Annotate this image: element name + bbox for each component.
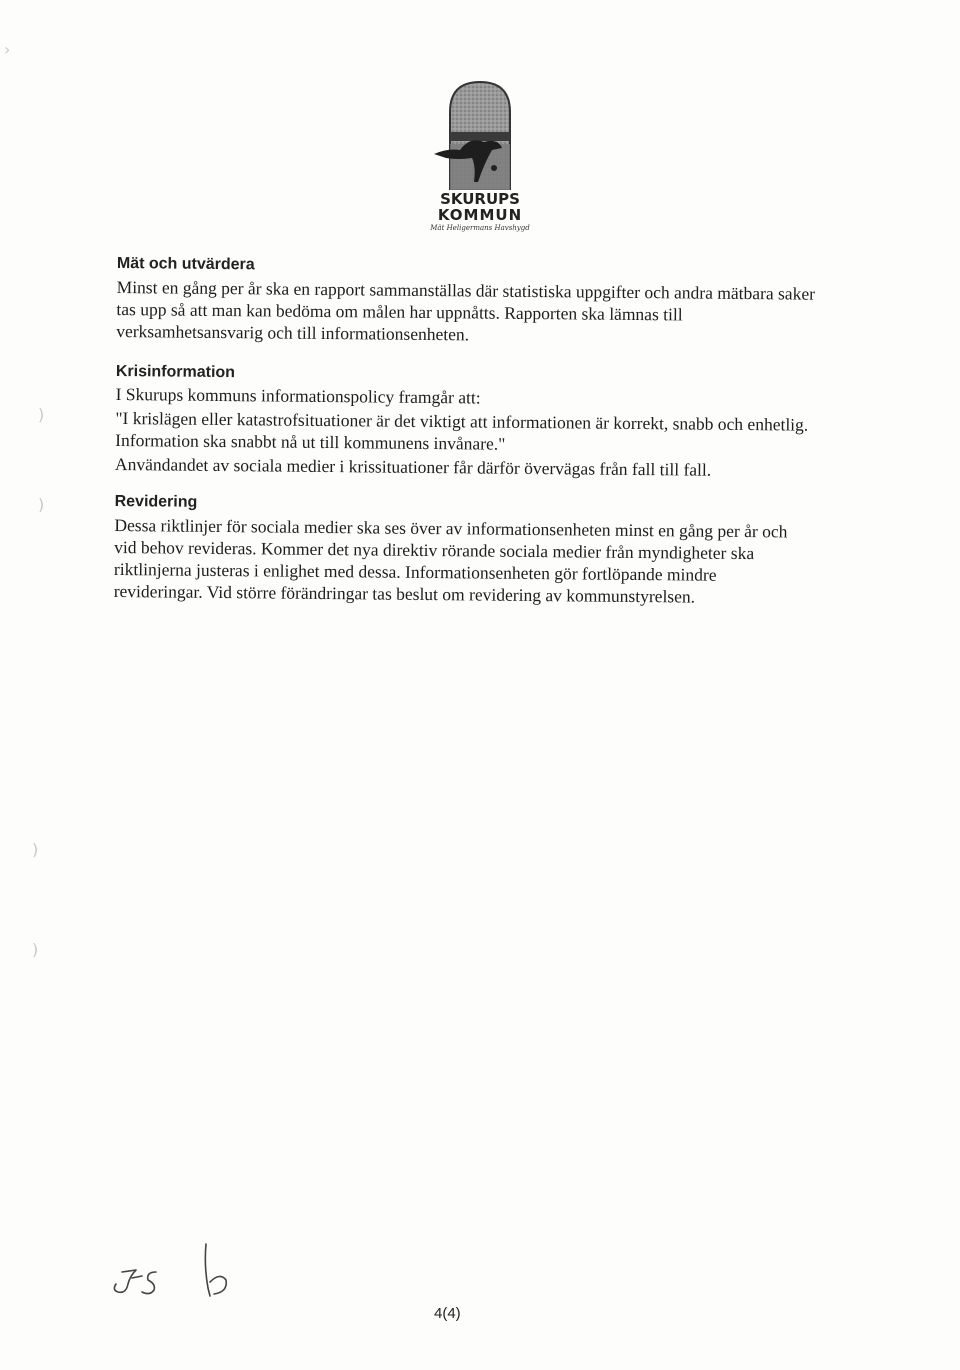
policy-quote: "I krislägen eller katastrofsituationer är det viktigt att informationen är korrekt, snabb och enhetlig. Information ska snabbt nå ut till kommunens invånare." (115, 407, 809, 454)
municipality-logo (420, 78, 540, 236)
document-body (113, 255, 817, 607)
handwritten-initials (102, 1236, 262, 1306)
section-paragraph: Dessa riktlinjer för sociala medier ska ses över av informationsenheten minst en gång per år och vid behov revideras. Kommer det nya direktiv rörande sociala medier från myndigheter ska riktlinjerna justeras i enlighet med dessa. Informationsenheten gör fortlöpande mindre revideringar. Vid större förändringar tas beslut om revidering av kommunstyrelsen. (113, 514, 788, 607)
section-heading: Revidering (114, 492, 198, 511)
logo-name-line1: SKURUPS (440, 190, 520, 208)
section-revidering (114, 493, 805, 609)
section-paragraph: I Skurups kommuns informationspolicy framgår att: (115, 383, 481, 408)
margin-mark: › (4, 40, 11, 59)
section-mat-och-utvardera (116, 255, 817, 349)
margin-mark: ) (32, 940, 39, 959)
margin-mark: ) (38, 495, 45, 514)
section-paragraph: Användandet av sociala medier i krissituationer får därför övervägas från fall till fall. (114, 453, 712, 480)
margin-mark: ) (32, 840, 39, 859)
crest-icon (428, 78, 532, 190)
logo-tagline: Mät Heligermans Havshygd (430, 224, 530, 232)
section-heading: Mät och utvärdera (116, 255, 255, 274)
logo-name-line2: KOMMUN (437, 206, 523, 224)
margin-mark: ) (38, 405, 45, 424)
section-krisinformation (115, 363, 816, 482)
page-number: 4(4) (434, 1305, 461, 1322)
section-heading: Krisinformation (115, 362, 236, 382)
section-paragraph: Minst en gång per år ska en rapport sammanställas där statistiska uppgifter och andra mätbara saker tas upp så att man kan bedöma om målen har uppnåtts. Rapporten ska lämnas till verksamhetsansvarig och till informationsenheten. (116, 276, 816, 345)
